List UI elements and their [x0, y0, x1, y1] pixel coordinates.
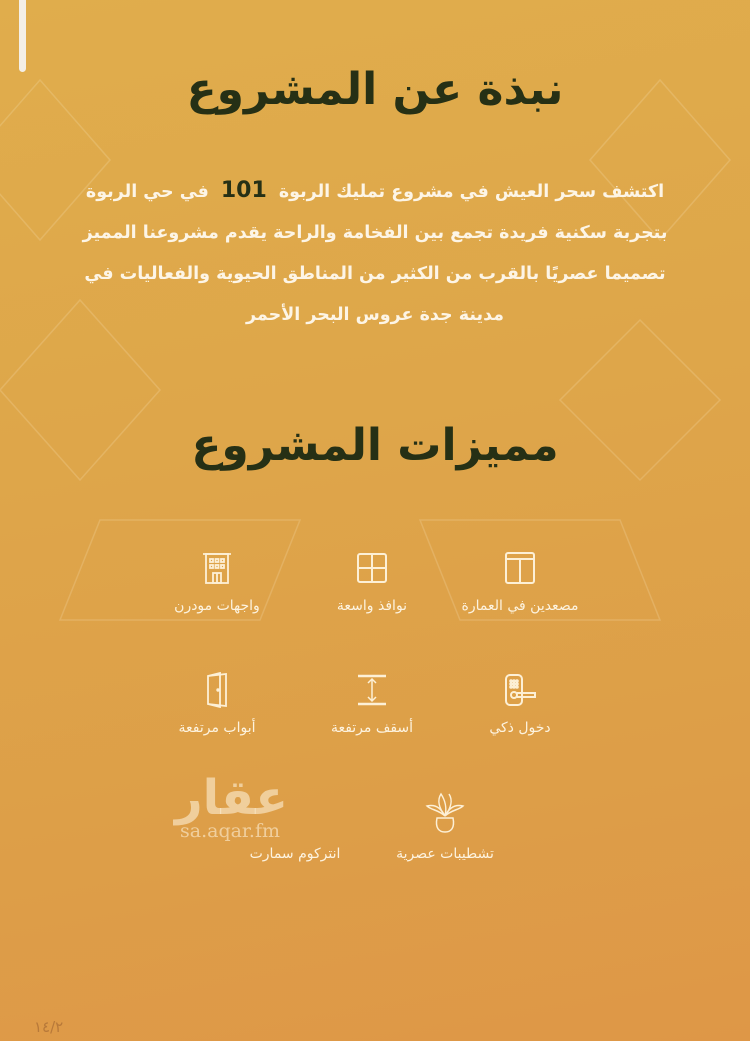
paragraph-text: اكتشف سحر العيش في مشروع تمليك الربوة [278, 182, 665, 202]
feature-item [282, 550, 462, 614]
feature-label: مصعدين في العمارة [461, 598, 579, 614]
door-icon [127, 672, 307, 708]
ceiling-height-icon [282, 672, 462, 708]
paragraph-text: في حي الربوة [85, 182, 209, 202]
feature-item [282, 672, 462, 736]
watermark-brand: عقار [175, 770, 288, 826]
feature-item [127, 672, 307, 736]
feature-label: أبواب مرتفعة [178, 720, 256, 736]
feature-label: دخول ذكي [489, 720, 551, 736]
window-icon [282, 550, 462, 586]
feature-label: واجهات مودرن [174, 598, 260, 614]
project-number: 101 [220, 178, 267, 203]
scroll-indicator[interactable] [19, 0, 26, 72]
feature-label: أسقف مرتفعة [330, 720, 414, 736]
feature-label: انتركوم سمارت [249, 846, 341, 862]
feature-label: تشطيبات عصرية [396, 846, 494, 862]
feature-item [127, 550, 307, 614]
building-icon [127, 550, 307, 586]
paragraph-text: بتجربة سكنية فريدة تجمع بين الفخامة والراحة يقدم مشروعنا المميز تصميما عصريًا بالقرب من الكثير من المناطق الحيوية والفعاليات في مدينة جدة عروس البحر الأحمر [82, 223, 668, 325]
about-paragraph [70, 170, 680, 336]
feature-label: نوافذ واسعة [336, 598, 408, 614]
watermark [175, 770, 288, 842]
page-number: ١٤/٢ [34, 1018, 64, 1036]
about-title: نبذة عن المشروع [186, 64, 564, 115]
watermark-url: sa.aqar.fm [180, 820, 281, 842]
features-title: مميزات المشروع [191, 420, 559, 471]
